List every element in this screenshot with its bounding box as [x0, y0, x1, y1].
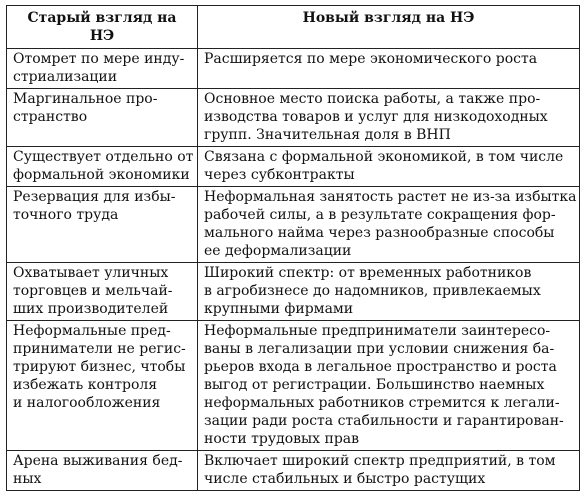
cell-text-line: ных [13, 471, 42, 487]
comparison-table [6, 5, 580, 491]
cell-text-line: зации ради роста стабильности и гарантирован- [204, 413, 564, 429]
header-row [7, 6, 580, 49]
cell-text-line: приниматели не регис- [13, 341, 186, 357]
header-new-view: Новый взгляд на НЭ [198, 6, 580, 49]
cell-text-line: Основное место поиска работы, а также про- [204, 91, 541, 107]
cell-text-line: точного труда [13, 207, 119, 223]
cell-text-line: Существует отдельно от [13, 149, 194, 165]
table-row [7, 263, 580, 321]
cell-old-view [7, 147, 198, 187]
cell-text-line: рабочей силы, а в результате сокращения фор- [204, 207, 556, 223]
cell-text-line: ваны в легализации при условии снижения ба- [204, 341, 555, 357]
cell-text-line: стриализации [13, 69, 118, 85]
cell-text-line: мального найма через разнообразные способы [204, 225, 555, 241]
cell-text-line: Неформальные пред- [13, 323, 171, 339]
cell-old-view [7, 321, 198, 451]
cell-new-view [198, 321, 580, 451]
table-row [7, 49, 580, 89]
cell-text-line: Арена выживания бед- [13, 453, 183, 469]
cell-text-line: Отомрет по мере инду- [13, 51, 185, 67]
cell-text-line: избежать контроля [13, 377, 158, 393]
table-row [7, 89, 580, 147]
cell-new-view [198, 263, 580, 321]
cell-text-line: ших производителей [13, 301, 169, 317]
cell-text-line: групп. Значительная доля в ВНП [204, 127, 451, 143]
cell-old-view [7, 263, 198, 321]
cell-text-line: Широкий спектр: от временных работников [204, 265, 532, 281]
cell-new-view [198, 147, 580, 187]
cell-text-line: ее деформализации [204, 243, 352, 259]
cell-text-line: трируют бизнес, чтобы [13, 359, 186, 375]
cell-text-line: неформальных работников стремится к легали- [204, 395, 560, 411]
cell-text-line: Охватывает уличных [13, 265, 169, 281]
cell-text-line: выгод от регистрации. Большинство наемных [204, 377, 545, 393]
cell-text-line: странство [13, 109, 88, 125]
cell-text-line: и налогообложения [13, 395, 161, 411]
cell-text-line: Расширяется по мере экономического роста [204, 51, 538, 67]
table-row [7, 147, 580, 187]
table-row [7, 321, 580, 451]
cell-new-view [198, 89, 580, 147]
table-row [7, 187, 580, 263]
header-old-view: Старый взгляд на НЭ [7, 6, 198, 49]
cell-text-line: Неформальные предприниматели заинтересо- [204, 323, 551, 339]
cell-text-line: Связана с формальной экономикой, в том числе [204, 149, 564, 165]
cell-old-view [7, 187, 198, 263]
cell-old-view [7, 89, 198, 147]
cell-new-view [198, 451, 580, 491]
cell-text-line: ности трудовых прав [204, 431, 360, 447]
cell-new-view [198, 187, 580, 263]
cell-new-view [198, 49, 580, 89]
cell-text-line: изводства товаров и услуг для низкодоходных [204, 109, 548, 125]
table-body [7, 49, 580, 491]
cell-text-line: через субконтракты [204, 167, 355, 183]
cell-text-line: крупными фирмами [204, 301, 354, 317]
cell-text-line: рьеров входа в легальное пространство и роста [204, 359, 557, 375]
cell-text-line: торговцев и мельчай- [13, 283, 173, 299]
cell-text-line: Резервация для избы- [13, 189, 176, 205]
table-row [7, 451, 580, 491]
cell-old-view [7, 49, 198, 89]
cell-text-line: в агробизнесе до надомников, привлекаемых [204, 283, 541, 299]
cell-old-view [7, 451, 198, 491]
cell-text-line: Включает широкий спектр предприятий, в том [204, 453, 556, 469]
cell-text-line: формальной экономики [13, 167, 190, 183]
cell-text-line: числе стабильных и быстро растущих [204, 471, 486, 487]
cell-text-line: Неформальная занятость растет не из-за избытка [204, 189, 577, 205]
cell-text-line: Маргинальное про- [13, 91, 158, 107]
